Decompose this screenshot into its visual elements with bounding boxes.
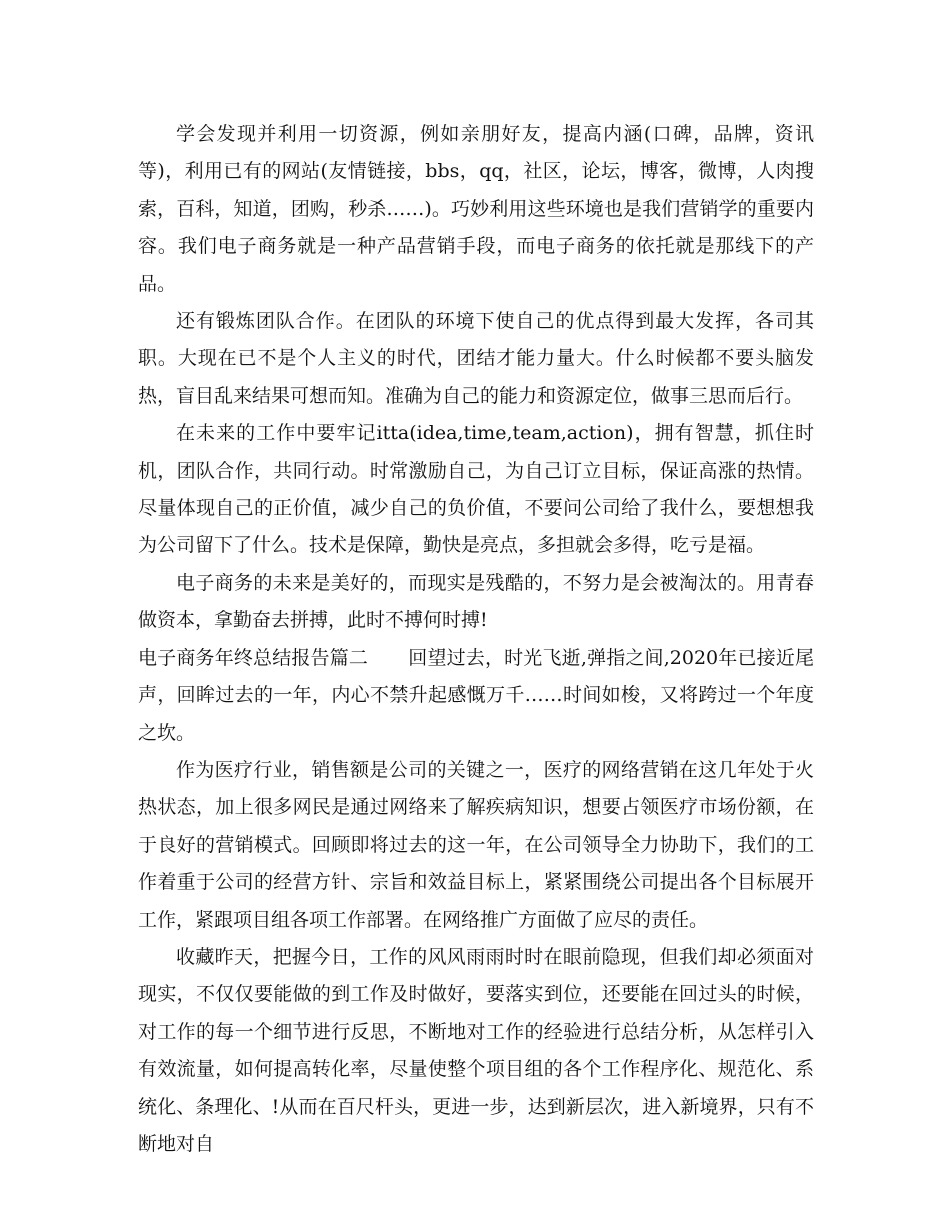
paragraph-teamwork: 还有锻炼团队合作。在团队的环境下使自己的优点得到最大发挥，各司其职。大现在已不是个人主义的时代，团结才能力量大。什么时候都不要头脑发热，盲目乱来结果可想而知。准确为自己的能力和资源定位，做事三思而后行。 (138, 310, 814, 407)
paragraph-itta: 在未来的工作中要牢记itta(idea,time,team,action)，拥有智慧，抓住时机，团队合作，共同行动。时常激励自己，为自己订立目标，保证高涨的热情。尽量体现自己的正价值，减少自己的负价值，不要问公司给了我什么，要想想我为公司留下了什么。技术是保障，勤快是亮点，多担就会多得，吃亏是福。 (138, 422, 814, 557)
paragraph-reflection: 收藏昨天，把握今日，工作的风风雨雨时时在眼前隐现，但我们却必须面对现实，不仅仅要能做的到工作及时做好，要落实到位，还要能在回过头的时候，对工作的每一个细节进行反思，不断地对工作的经验进行总结分析，从怎样引入有效流量，如何提高转化率，尽量使整个项目组的各个工作程序化、规范化、系统化、条理化、!从而在百尺杆头，更进一步，达到新层次，进入新境界，只有不断地对自 (138, 945, 814, 1155)
paragraph-medical: 作为医疗行业，销售额是公司的关键之一，医疗的网络营销在这几年处于火热状态，加上很多网民是通过网络来了解疾病知识，想要占领医疗市场份额，在于良好的营销模式。回顾即将过去的这一年，在公司领导全力协助下，我们的工作着重于公司的经营方针、宗旨和效益目标上，紧紧围绕公司提出各个目标展开工作，紧跟项目组各项工作部署。在网络推广方面做了应尽的责任。 (138, 758, 814, 931)
section-intro: 回望过去，时光飞逝,弹指之间,2020年已接近尾声，回眸过去的一年，内心不禁升起感慨万千……时间如梭，又将跨过一个年度之坎。 (138, 646, 814, 744)
paragraph-future: 电子商务的未来是美好的，而现实是残酷的，不努力是会被淘汰的。用青春做资本，拿勤奋去拼搏，此时不搏何时搏! (138, 571, 814, 632)
paragraph-resources: 学会发现并利用一切资源，例如亲朋好友，提高内涵(口碑，品牌，资讯等)，利用已有的网站(友情链接，bbs，qq，社区，论坛，博客，微博，人肉搜索，百科，知道，团购，秒杀……)。巧妙利用这些环境也是我们营销学的重要内容。我们电子商务就是一种产品营销手段，而电子商务的依托就是那线下的产品。 (138, 123, 814, 295)
document-page (138, 116, 814, 1163)
section-title: 电子商务年终总结报告篇二 (138, 646, 369, 669)
section-two (138, 640, 814, 752)
